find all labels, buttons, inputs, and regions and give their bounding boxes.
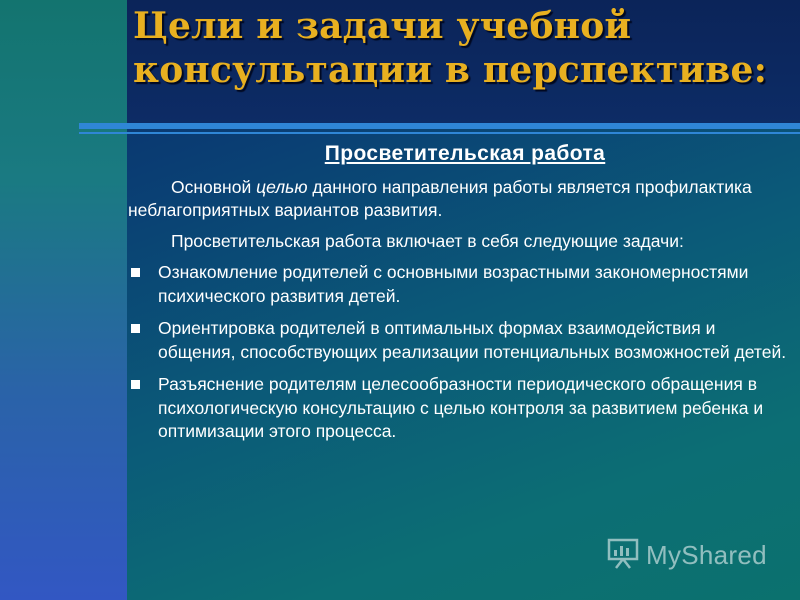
slide-body	[128, 142, 788, 453]
list-item-text: Ознакомление родителей с основными возрастными закономерностями психического развития детей.	[158, 262, 749, 306]
presentation-board-icon	[606, 536, 640, 575]
square-bullet-icon	[131, 380, 140, 389]
title-divider-thin	[79, 132, 800, 134]
title-divider-thick	[79, 123, 800, 129]
myshared-watermark	[606, 536, 767, 575]
list-item	[128, 317, 788, 364]
list-item-text: Разъяснение родителям целесообразности периодического обращения в психологическую консультацию с целью контроля за развитием ребенка и оптимизации этого процесса.	[158, 374, 764, 441]
goal-text-after: данного направления работы является профилактика неблагоприятных вариантов развития.	[128, 177, 752, 220]
square-bullet-icon	[131, 268, 140, 277]
list-item	[128, 373, 788, 444]
goal-paragraph	[128, 176, 788, 222]
watermark-text: MyShared	[646, 540, 767, 570]
list-item-text: Ориентировка родителей в оптимальных формах взаимодействия и общения, способствующих реализации потенциальных возможностей детей.	[158, 318, 787, 362]
goal-emphasis: целью	[256, 177, 308, 197]
goal-text-before: Основной	[171, 177, 257, 197]
slide-title: Цели и задачи учебной консультации в перспективе:	[133, 5, 768, 91]
section-heading: Просветительская работа	[324, 142, 606, 165]
list-item	[128, 261, 788, 308]
tasks-list	[128, 261, 788, 444]
tasks-intro-paragraph: Просветительская работа включает в себя следующие задачи:	[171, 231, 684, 251]
square-bullet-icon	[131, 324, 140, 333]
left-decorative-strip	[0, 0, 127, 600]
